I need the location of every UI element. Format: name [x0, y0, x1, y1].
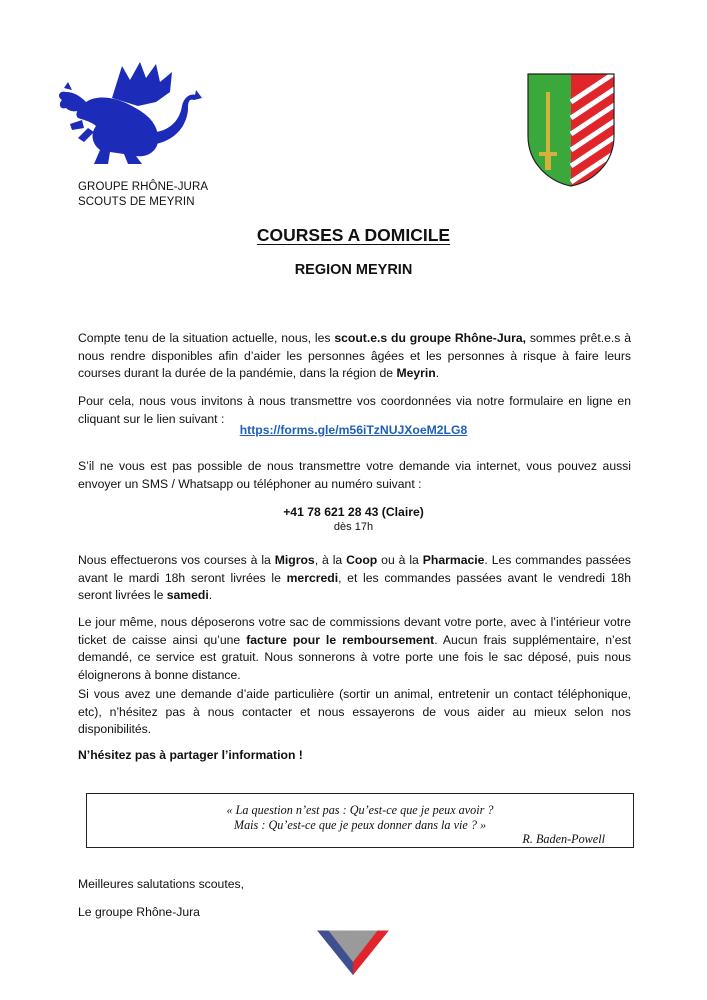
bold-run: Coop [346, 553, 378, 567]
text-run: Le jour même, nous déposerons votre sac de commissions devant votre porte, avec à l’intérieur votre ticket de caisse ainsi qu’une [78, 615, 631, 647]
signature: Le groupe Rhône-Jura [78, 905, 200, 919]
paragraph-drop-off [78, 614, 631, 684]
org-subname: SCOUTS DE MEYRIN [78, 196, 195, 208]
share-note: N’hésitez pas à partager l’information ! [78, 748, 303, 762]
bold-run: mercredi [286, 570, 339, 585]
quote-author: R. Baden-Powell [522, 832, 605, 846]
form-link[interactable]: https://forms.gle/m56iTzNUJXoeM2LG8 [239, 423, 468, 437]
coat-of-arms-icon [526, 72, 616, 188]
paragraph-form-invite: Pour cela, nous vous invitons à nous transmettre vos coordonnées via notre formulaire en ligne en cliquant sur le lien suivant : [78, 394, 631, 426]
text-run: Compte tenu de la situation actuelle, nous, les [78, 331, 335, 345]
text-run: ou à la [377, 553, 423, 567]
paragraph-special-requests: Si vous avez une demande d’aide particulière (sortir un animal, entretenir un contact téléphonique, etc), n’hésitez pas à nous contacter et nous essayerons de vous aider au mieux selon nos disponibilités. [78, 687, 631, 736]
org-name: GROUPE RHÔNE-JURA [78, 181, 209, 193]
quote-line: « La question n’est pas : Qu’est-ce que je peux avoir ? [226, 803, 494, 817]
scout-triangle-logo-icon [314, 928, 392, 978]
text-run: . [435, 366, 440, 380]
bold-run: samedi [166, 588, 209, 602]
text-run: . [208, 588, 213, 602]
paragraph-delivery [78, 552, 631, 605]
bold-run: Meyrin [396, 366, 436, 380]
closing-greeting: Meilleures salutations scoutes, [78, 877, 244, 891]
bold-run: Migros [274, 553, 315, 567]
quote-line: Mais : Qu’est-ce que je peux donner dans la vie ? » [233, 818, 487, 832]
phone-number: +41 78 621 28 43 (Claire) [283, 505, 424, 519]
phone-hours: dès 17h [333, 521, 374, 533]
quote-box [86, 793, 634, 848]
dragon-emblem-icon [52, 58, 204, 170]
bold-run: scout.e.s du groupe Rhône-Jura, [334, 331, 526, 345]
page-title: COURSES A DOMICILE [256, 225, 451, 245]
paragraph-phone-invite: S’il ne vous est pas possible de nous transmettre votre demande via internet, vous pouvez aussi envoyer un SMS / Whatsapp ou téléphoner au numéro suivant : [78, 459, 631, 491]
text-run: sommes prêt.e.s à nous rendre disponibles afin d’aider les personnes âgées et les personnes à risque à faire leurs courses durant la durée de la pandémie, dans la région de [78, 331, 631, 380]
text-run: . Aucun frais supplémentaire, n’est demandé, ce service est gratuit. Nous sonnerons à votre porte une fois le sac déposé, puis nous éloignerons à bonne distance. [78, 632, 631, 682]
paragraph-intro [78, 330, 631, 383]
text-run: . Les commandes passées avant le mardi 18h seront livrées le [78, 553, 631, 585]
page-subtitle: REGION MEYRIN [294, 262, 413, 278]
text-run: Nous effectuerons vos courses à la [78, 553, 275, 567]
text-run: , et les commandes passées avant le vendredi 18h seront livrées le [78, 570, 631, 602]
bold-run: Pharmacie [422, 553, 485, 567]
bold-run: facture pour le remboursement [246, 632, 435, 647]
text-run: , à la [314, 553, 347, 567]
